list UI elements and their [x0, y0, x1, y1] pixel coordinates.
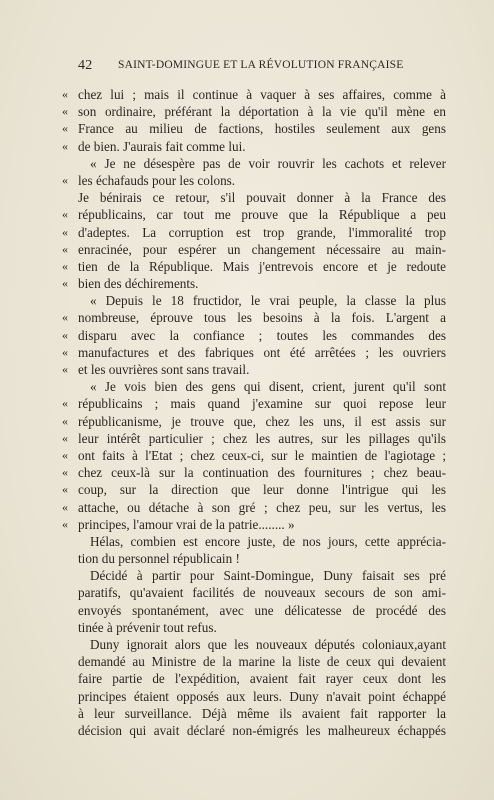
text-line [62, 327, 446, 344]
line-text: chez ceux-là sur la continuation des fournitures ; chez beau- [78, 465, 446, 481]
text-line [62, 241, 446, 258]
line-text: Duny ignorait alors que les nouveaux députés coloniaux,ayant [90, 637, 446, 652]
quote-mark: « [62, 224, 68, 239]
line-text: Hélas, combien est encore juste, de nos jours, cette apprécia- [90, 533, 446, 549]
text-line [62, 103, 446, 120]
line-text: bien des déchirements. [78, 276, 199, 292]
line-text: enracinée, pour espérer un changement nécessaire au main- [78, 241, 446, 257]
line-text: principes étaient opposés aux leurs. Duny n'avait point échappé [78, 688, 446, 704]
line-text: « Depuis le 18 fructidor, le vrai peuple, la classe la plus [90, 293, 446, 309]
text-line [62, 120, 446, 137]
text-line [62, 516, 446, 533]
quote-mark: « [62, 276, 68, 291]
text-line [62, 464, 446, 481]
line-text: chez lui ; mais il continue à vaquer à ses affaires, comme à [78, 87, 446, 102]
line-text: tien de la République. Mais j'entrevois encore et je redoute [78, 258, 446, 274]
line-text: et les ouvrières sont sans travail. [78, 362, 250, 377]
text-line [62, 258, 446, 275]
line-text: « Je ne désespère pas de voir rouvrir les cachots et relever [90, 155, 446, 171]
text-line [62, 670, 446, 687]
quote-mark: « [62, 413, 68, 428]
text-line [62, 206, 446, 223]
text-line [62, 155, 446, 172]
quote-mark: « [62, 430, 68, 445]
text-line [62, 275, 446, 292]
text-line [62, 344, 446, 361]
text-line [62, 413, 446, 430]
line-text: manufactures et des fabriques ont été arrêtées ; les ouvriers [78, 344, 446, 360]
quote-mark: « [62, 258, 68, 273]
text-line [62, 584, 446, 601]
line-text: attache, ou détache à son gré ; chez peu, sur les vertus, les [78, 499, 446, 515]
text-line [62, 138, 446, 155]
line-text: de bien. J'aurais fait comme lui. [78, 138, 246, 154]
line-text: républicains, car tout me prouve que la République a peu [78, 207, 446, 223]
line-text: nombreuse, éprouve tous les besoins à la fois. L'argent a [78, 310, 446, 326]
quote-mark: « [62, 344, 68, 359]
line-text: son ordinaire, préférant la déportation à la vie qu'il mène en [78, 104, 446, 120]
line-text: disparu avec la confiance ; toutes les commandes des [78, 327, 446, 343]
quote-mark: « [62, 121, 68, 136]
quote-mark: « [62, 447, 68, 462]
line-text: à leur surveillance. Déjà même ils avaient fait rapporter la [78, 705, 446, 721]
quote-mark: « [62, 516, 68, 531]
line-text: coup, sur la direction que leur donne l'intrigue qui les [78, 482, 446, 498]
text-line [62, 688, 446, 705]
line-text: principes, l'amour vrai de la patrie........ » [78, 516, 295, 532]
line-text: ont faits à l'Etat ; chez ceux-ci, sur le maintien de l'agiotage ; [78, 447, 446, 463]
text-line [62, 189, 446, 206]
text-line [62, 361, 446, 378]
line-text: tinée à prévenir tout refus. [78, 619, 217, 635]
quote-mark: « [62, 241, 68, 256]
running-title: SAINT-DOMINGUE ET LA RÉVOLUTION FRANÇAISE [118, 59, 404, 71]
line-text: paratifs, qu'avaient facilités de nouveaux secours de son ami- [78, 585, 446, 601]
line-text: les échafauds pour les colons. [78, 172, 236, 188]
text-line [62, 292, 446, 309]
text-line [62, 309, 446, 326]
quote-mark: « [62, 499, 68, 514]
text-line [62, 395, 446, 412]
quote-mark: « [62, 396, 68, 411]
line-text: Je bénirais ce retour, s'il pouvait donner à la France des [78, 190, 446, 206]
quote-mark: « [62, 327, 68, 342]
line-text: d'adeptes. La corruption est trop grande, l'immoralité trop [78, 224, 446, 240]
text-line [62, 533, 446, 550]
text-line [62, 378, 446, 395]
line-text: « Je vois bien des gens qui disent, crient, jurent qu'il sont [90, 379, 446, 395]
text-line [62, 481, 446, 498]
text-line [62, 722, 446, 739]
line-text: demandé au Ministre de la marine la liste de ceux qui devaient [78, 654, 446, 670]
text-line [62, 430, 446, 447]
quote-mark: « [62, 482, 68, 497]
line-text: décision qui avait déclaré non-émigrés les malheureux échappés [78, 722, 446, 738]
line-text: Décidé à partir pour Saint-Domingue, Duny faisait ses pré [90, 568, 446, 584]
quote-mark: « [62, 172, 68, 187]
text-line [62, 567, 446, 584]
quote-mark: « [62, 310, 68, 325]
quote-mark: « [62, 207, 68, 222]
quote-mark: « [62, 362, 68, 376]
text-line [62, 653, 446, 670]
page-number: 42 [78, 58, 93, 73]
page-body-text [62, 86, 446, 739]
text-line [62, 636, 446, 653]
line-text: républicains ; mais quand j'examine sur quoi repose leur [78, 396, 446, 412]
line-text: France au milieu de factions, hostiles seulement aux gens [78, 121, 446, 137]
text-line [62, 499, 446, 516]
page-header [78, 58, 444, 76]
line-text: faire partie de l'expédition, avaient fait rayer ceux dont les [78, 671, 446, 687]
quote-mark: « [62, 104, 68, 119]
line-text: leur intérêt particulier ; chez les autres, sur les pillages qu'ils [78, 430, 446, 446]
text-line [62, 705, 446, 722]
line-text: républicanisme, je trouve que, chez les uns, il est assis sur [78, 413, 446, 429]
text-line [62, 602, 446, 619]
text-line [62, 86, 446, 103]
text-line [62, 172, 446, 189]
quote-mark: « [62, 87, 68, 101]
text-line [62, 224, 446, 241]
line-text: envoyés spontanément, avec une délicatesse de procédé des [78, 602, 446, 618]
quote-mark: « [62, 138, 68, 153]
text-line [62, 447, 446, 464]
line-text: tion du personnel républicain ! [78, 551, 240, 567]
quote-mark: « [62, 465, 68, 480]
text-line [62, 550, 446, 567]
text-line [62, 619, 446, 636]
